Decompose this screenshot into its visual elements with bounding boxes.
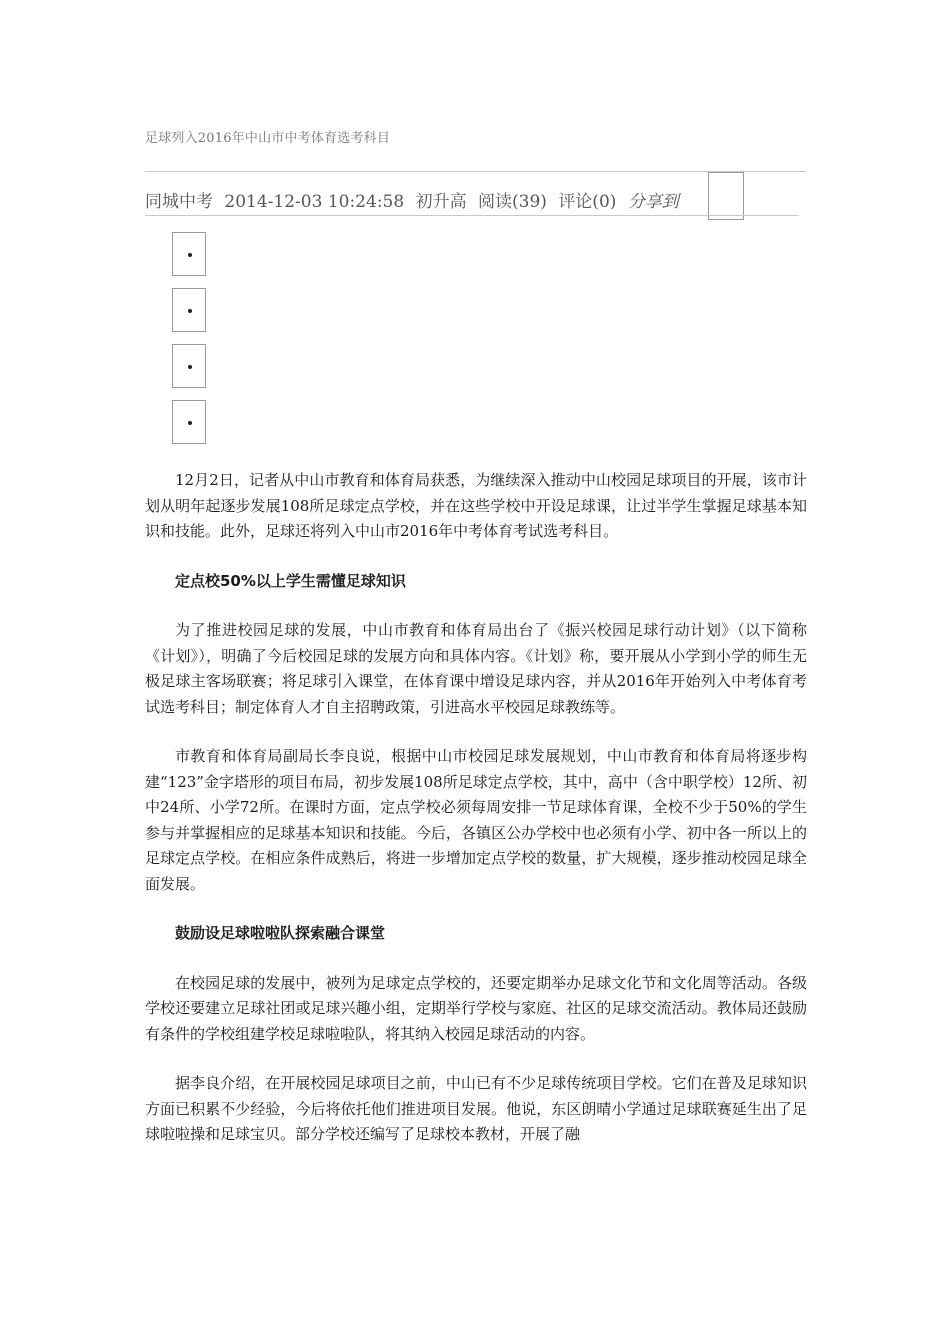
paragraph-5: 据李良介绍，在开展校园足球项目之前，中山已有不少足球传统项目学校。它们在普及足球知识方面已积累不少经验，今后将依托他们推进项目发展。他说，东区朗晴小学通过足球联赛延生出了足球啦啦操和足球宝贝。部分学校还编写了足球校本教材，开展了融 [145, 1074, 807, 1143]
share-button-3[interactable] [172, 344, 206, 388]
read-count: 阅读(39) [478, 192, 547, 212]
share-button-list [172, 232, 206, 456]
category-link[interactable]: 初升高 [415, 192, 467, 212]
article-meta [145, 187, 685, 212]
share-dropdown-button[interactable] [708, 172, 744, 220]
publish-datetime: 2014-12-03 10:24:58 [224, 192, 405, 212]
share-label: 分享到 [627, 192, 679, 212]
divider-top [145, 171, 806, 172]
source-label[interactable]: 同城中考 [145, 192, 213, 212]
breadcrumb[interactable]: 足球列入2016年中山市中考体育选考科目 [145, 131, 391, 146]
section-heading-1: 定点校50%以上学生需懂足球知识 [175, 571, 406, 590]
share-button-4[interactable] [172, 400, 206, 444]
section-heading-2: 鼓励设足球啦啦队探索融合课堂 [175, 924, 386, 942]
bullet-icon [188, 253, 192, 257]
share-button-2[interactable] [172, 288, 206, 332]
paragraph-1: 12月2日，记者从中山市教育和体育局获悉，为继续深入推动中山校园足球项目的开展，该市计划从明年起逐步发展108所足球定点学校，并在这些学校中开设足球课，让过半学生掌握足球基本知识和技能。此外，足球还将列入中山市2016年中考体育考试选考科目。 [145, 471, 807, 540]
paragraph-2: 为了推进校园足球的发展，中山市教育和体育局出台了《振兴校园足球行动计划》（以下简称《计划》），明确了今后校园足球的发展方向和具体内容。《计划》称，要开展从小学到小学的师生无极足球主客场联赛；将足球引入课堂，在体育课中增设足球内容，并从2016年开始列入中考体育考试选考科目；制定体育人才自主招聘政策，引进高水平校园足球教练等。 [145, 621, 807, 716]
bullet-icon [188, 421, 192, 425]
bullet-icon [188, 365, 192, 369]
article-body [145, 468, 807, 1172]
share-button-1[interactable] [172, 232, 206, 276]
paragraph-4: 在校园足球的发展中，被列为足球定点学校的，还要定期举办足球文化节和文化周等活动。各级学校还要建立足球社团或足球兴趣小组，定期举行学校与家庭、社区的足球交流活动。教体局还鼓励有条件的学校组建学校足球啦啦队，将其纳入校园足球活动的内容。 [145, 973, 807, 1043]
bullet-icon [188, 309, 192, 313]
comment-count[interactable]: 评论(0) [558, 192, 617, 212]
paragraph-3: 市教育和体育局副局长李良说，根据中山市校园足球发展规划，中山市教育和体育局将逐步构建“123”金字塔形的项目布局，初步发展108所足球定点学校，其中，高中（含中职学校）12所、初中24所、小学72所。在课时方面，定点学校必须每周安排一节足球体育课，全校不少于50%的学生参与并掌握相应的足球基本知识和技能。今后，各镇区公办学校中也必须有小学、初中各一所以上的足球定点学校。在相应条件成熟后，将进一步增加定点学校的数量，扩大规模，逐步推动校园足球全面发展。 [145, 747, 807, 893]
divider-meta [145, 215, 799, 216]
